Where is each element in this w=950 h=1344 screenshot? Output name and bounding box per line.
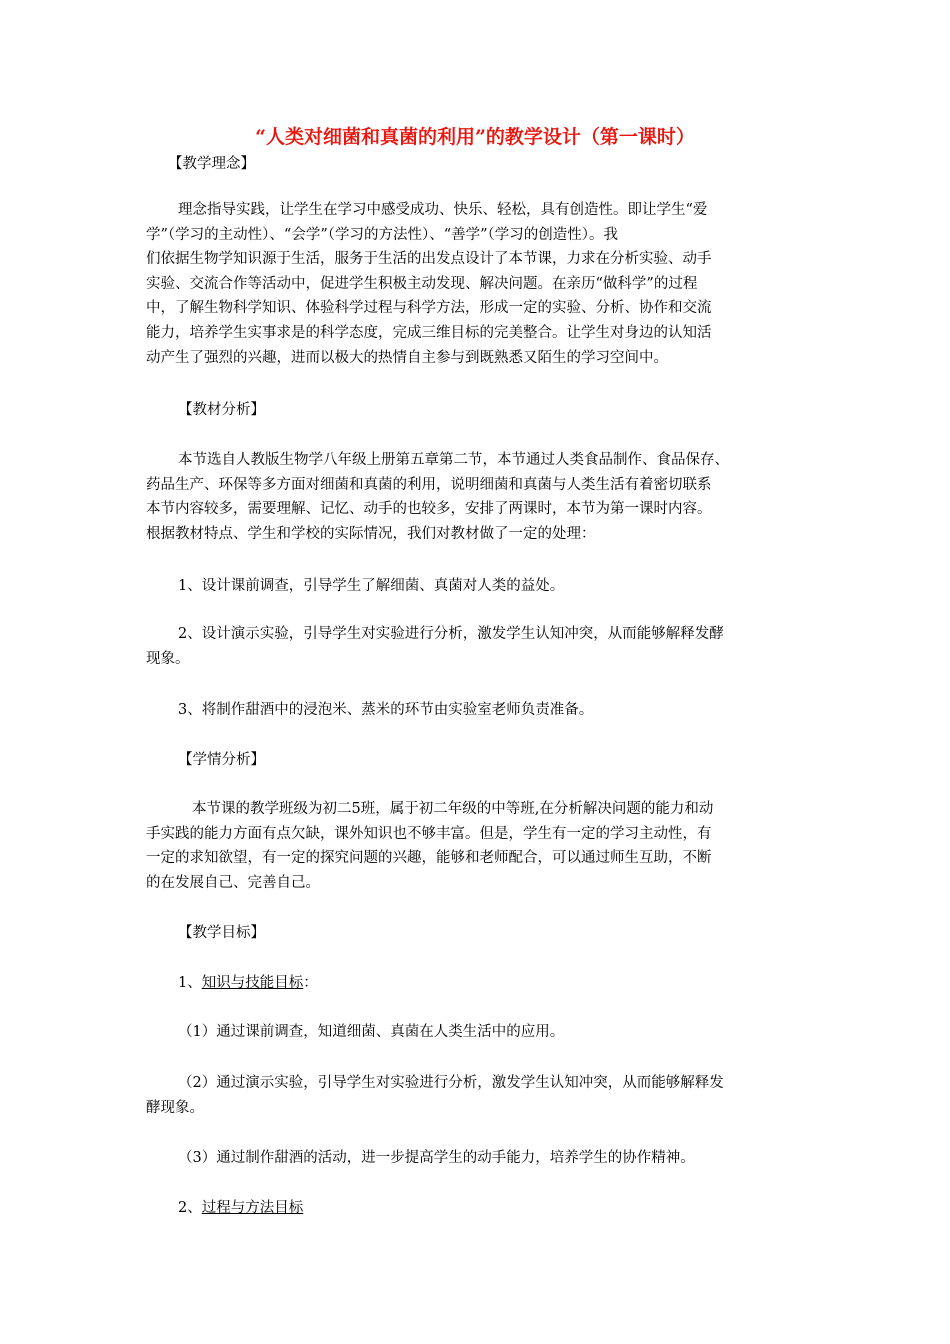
material-item-3: 3、将制作甜酒中的浸泡米、蒸米的环节由实验室老师负责准备。 xyxy=(178,702,594,718)
material-item-1: 1、设计课前调查，引导学生了解细菌、真菌对人类的益处。 xyxy=(178,578,565,594)
goal-2-number: 2、 xyxy=(178,1200,202,1216)
text-line: 一定的求知欲望，有一定的探究问题的兴趣，能够和老师配合，可以通过师生互助，不断 xyxy=(146,850,712,867)
text-line: 本节内容较多，需要理解、记忆、动手的也较多，安排了两课时，本节为第一课时内容。 xyxy=(146,501,712,518)
text-line: 中，了解生物科学知识、体验科学过程与科学方法，形成一定的实验、分析、协作和交流 xyxy=(146,300,712,317)
heading-material-analysis: 【教材分析】 xyxy=(178,402,265,418)
text-line: （2）通过演示实验，引导学生对实验进行分析，激发学生认知冲突，从而能够解释发 xyxy=(178,1075,724,1091)
goal-2-title: 过程与方法目标 xyxy=(201,1200,304,1216)
text-line: 的在发展自己、完善自己。 xyxy=(146,874,320,891)
text-line: 能力，培养学生实事求是的科学态度，完成三维目标的完美整合。让学生对身边的认知活 xyxy=(146,324,712,341)
text-line: 理念指导实践，让学生在学习中感受成功、快乐、轻松，具有创造性。即让学生“爱 xyxy=(178,202,708,218)
text-line: 药品生产、环保等多方面对细菌和真菌的利用，说明细菌和真菌与人类生活有着密切联系 xyxy=(146,476,712,493)
text-line: 动产生了强烈的兴趣，进而以极大的热情自主参与到既熟悉又陌生的学习空间中。 xyxy=(146,349,668,366)
goal-1-sub-1: （1）通过课前调查，知道细菌、真菌在人类生活中的应用。 xyxy=(178,1024,565,1040)
heading-teaching-concept: 【教学理念】 xyxy=(168,156,255,172)
text-line: 手实践的能力方面有点欠缺，课外知识也不够丰富。但是，学生有一定的学习主动性，有 xyxy=(146,825,712,842)
text-line: 本节选自人教版生物学八年级上册第五章第二节，本节通过人类食品制作、食品保存、 xyxy=(178,452,729,468)
paragraph-teaching-concept xyxy=(146,198,818,370)
goal-2 xyxy=(178,1196,303,1220)
heading-teaching-goals: 【教学目标】 xyxy=(178,925,265,941)
goal-1-title: 知识与技能目标 xyxy=(201,975,304,991)
text-line: 实验、交流合作等活动中，促进学生积极主动发现、解决问题。在亲历“做科学”的过程 xyxy=(146,275,698,292)
text-line: 2、设计演示实验，引导学生对实验进行分析，激发学生认知冲突，从而能够解释发酵 xyxy=(178,626,724,642)
goal-1-colon: ： xyxy=(303,975,318,991)
goal-1-number: 1、 xyxy=(178,975,202,991)
text-line: 本节课的教学班级为初二5班，属于初二年级的中等班,在分析解决问题的能力和动 xyxy=(192,801,714,817)
heading-student-analysis: 【学情分析】 xyxy=(178,752,265,768)
text-line: 们依据生物学知识源于生活，服务于生活的出发点设计了本节课，力求在分析实验、动手 xyxy=(146,251,712,268)
text-line: 现象。 xyxy=(146,650,190,667)
text-line: 酵现象。 xyxy=(146,1099,204,1116)
goal-1-sub-3: （3）通过制作甜酒的活动，进一步提高学生的动手能力，培养学生的协作精神。 xyxy=(178,1150,695,1166)
text-line: 根据教材特点、学生和学校的实际情况，我们对教材做了一定的处理： xyxy=(146,525,596,542)
paragraph-material-analysis xyxy=(146,448,818,546)
goal-1-sub-2 xyxy=(146,1071,818,1120)
text-line: 学”（学习的主动性）、“会学”（学习的方法性）、“善学”（学习的创造性）。我 xyxy=(146,226,619,243)
document-title: “人类对细菌和真菌的利用”的教学设计（第一课时） xyxy=(255,126,695,148)
goal-1 xyxy=(178,971,318,995)
material-item-2 xyxy=(146,622,818,671)
paragraph-student-analysis xyxy=(146,797,818,895)
